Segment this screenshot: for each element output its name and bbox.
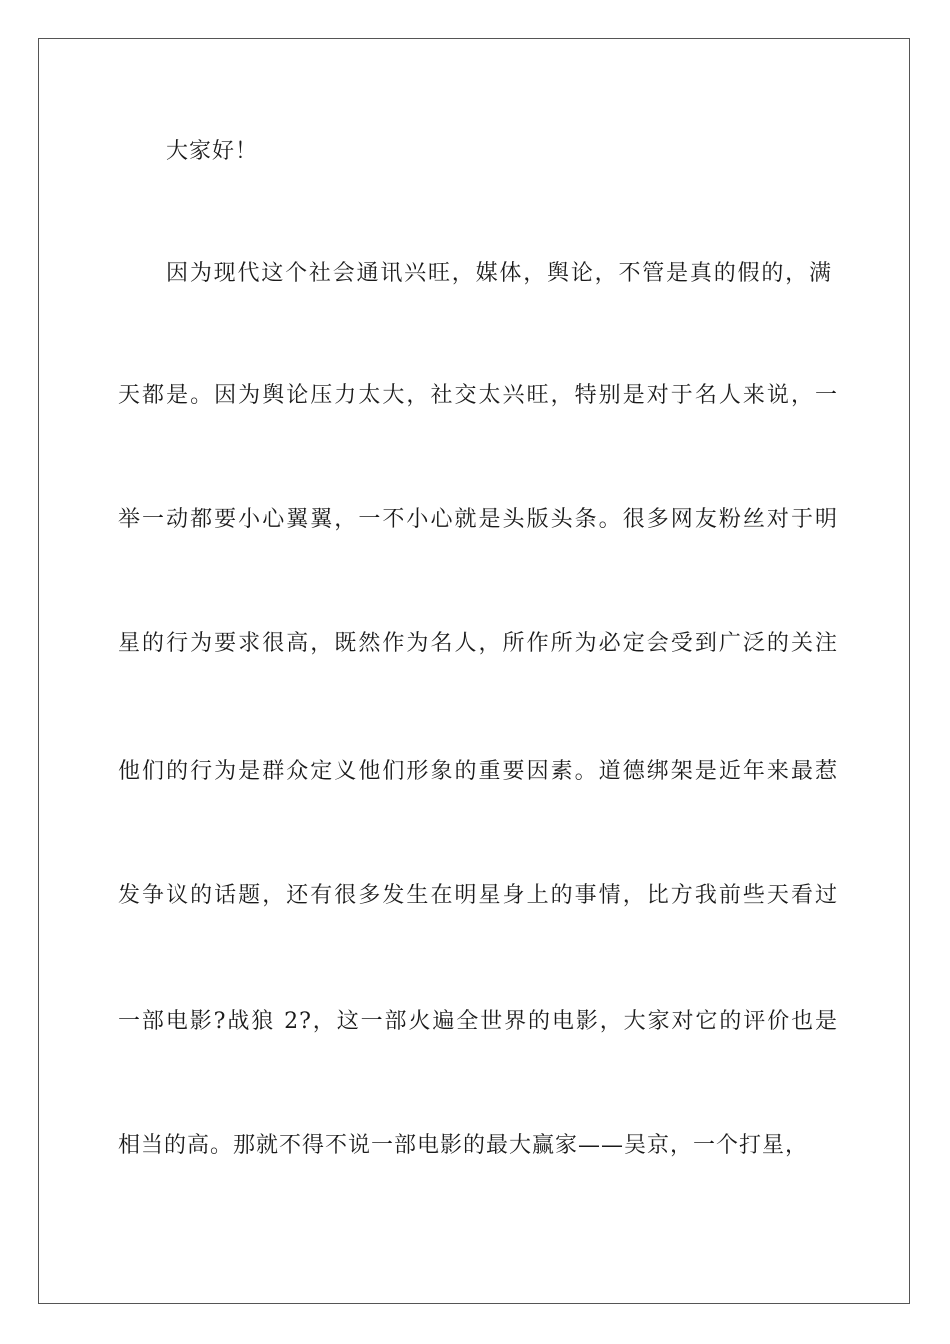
paragraph-line: 天都是。因为舆论压力太大，社交太兴旺，特别是对于名人来说，一 (118, 383, 838, 408)
paragraph-line: 一部电影?战狼 2?，这一部火遍全世界的电影，大家对它的评价也是 (118, 1009, 838, 1034)
page-border (38, 38, 910, 1304)
paragraph-line: 举一动都要小心翼翼，一不小心就是头版头条。很多网友粉丝对于明 (118, 507, 838, 532)
paragraph-line: 星的行为要求很高，既然作为名人，所作所为必定会受到广泛的关注 (118, 631, 838, 656)
greeting-line: 大家好！ (166, 139, 259, 164)
paragraph-line: 发争议的话题，还有很多发生在明星身上的事情，比方我前些天看过 (118, 883, 838, 908)
paragraph-line: 相当的高。那就不得不说一部电影的最大赢家——吴京，一个打星， (118, 1133, 809, 1158)
paragraph-line: 他们的行为是群众定义他们形象的重要因素。道德绑架是近年来最惹 (118, 759, 838, 784)
paragraph-line: 因为现代这个社会通讯兴旺，媒体，舆论，不管是真的假的，满 (166, 261, 832, 286)
